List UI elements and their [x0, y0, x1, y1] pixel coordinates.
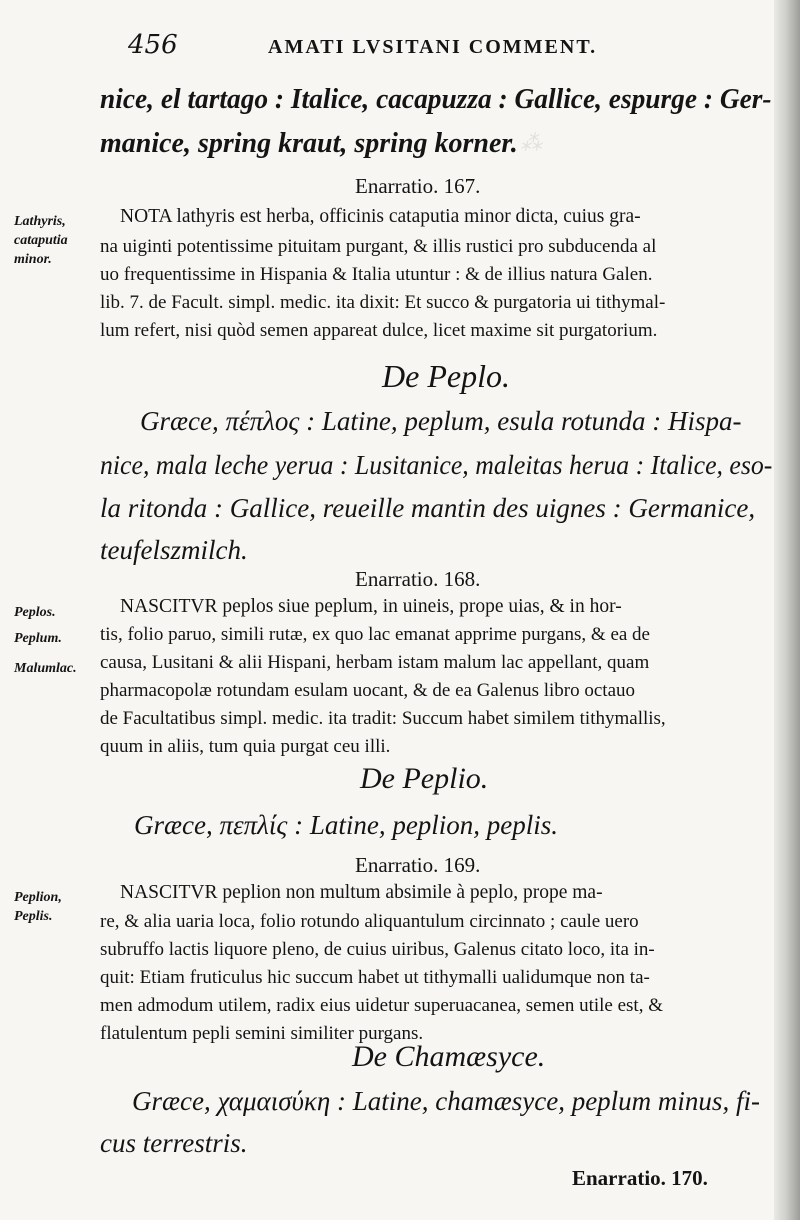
section-title-de-peplio: De Peplio. — [360, 762, 489, 795]
synonym-line: la ritonda : Gallice, reueille mantin des uignes : Germanice, — [100, 493, 756, 523]
text-line: NOTA lathyris est herba, officinis cataputia minor dicta, cuius gra- — [120, 206, 641, 227]
section-title-de-chamaesyce: De Chamæsyce. — [352, 1040, 546, 1073]
synonym-line: Græce, πεπλίς : Latine, peplion, peplis. — [134, 810, 559, 840]
synonym-line: teufelszmilch. — [100, 535, 248, 565]
section-heading-167: Enarratio. 167. — [355, 174, 481, 198]
text-line: NASCITVR peplos siue peplum, in uineis, prope uias, & in hor- — [120, 596, 622, 617]
margin-note-line: minor. — [14, 252, 52, 267]
text-line: de Facultatibus simpl. medic. ita tradit: Succum habet similem tithymallis, — [100, 708, 666, 729]
margin-note-peplos — [14, 600, 110, 682]
show-through-text: ⁂ — [520, 130, 542, 155]
synonym-line: Græce, χαμαισύκη : Latine, chamæsyce, peplum minus, fi- — [132, 1086, 760, 1116]
continuation-line-1: nice, el tartago : Italice, cacapuzza : Gallice, espurge : Ger- — [100, 84, 772, 115]
text-line: flatulentum pepli semini similiter purgans. — [100, 1023, 424, 1044]
page-number: 456 — [128, 30, 178, 60]
text-line: subruffo lactis liquore pleno, de cuius uiribus, Galenus citato loco, ita in- — [100, 939, 655, 960]
margin-note-line: Malumlac. — [14, 661, 77, 676]
text-line: causa, Lusitani & alii Hispani, herbam istam malum lac appellant, quam — [100, 652, 650, 673]
running-head: AMATI LVSITANI COMMENT. — [268, 36, 598, 58]
margin-note-peplion — [14, 888, 110, 926]
margin-note-line: Peplion, — [14, 890, 62, 905]
text-line: quum in aliis, tum quia purgat ceu illi. — [100, 736, 391, 757]
margin-note-line: Peplis. — [14, 909, 53, 924]
synonym-line: nice, mala leche yerua : Lusitanice, maleitas herua : Italice, eso- — [100, 450, 773, 480]
margin-note-line: Peplum. — [14, 631, 62, 646]
text-line: men admodum utilem, radix eius uidetur superuacanea, semen utile est, & — [100, 995, 663, 1016]
section-heading-168: Enarratio. 168. — [355, 567, 481, 591]
margin-note-lathyris — [14, 212, 110, 269]
margin-note-line: Lathyris, — [14, 214, 66, 229]
text-line: uo frequentissime in Hispania & Italia utuntur : & de illius natura Galen. — [100, 264, 653, 285]
text-line: pharmacopolæ rotundam esulam uocant, & de ea Galenus libro octauo — [100, 680, 636, 701]
text-line: quit: Etiam fruticulus hic succum habet ut tithymalli ualidumque non ta- — [100, 967, 650, 988]
margin-note-line: Peplos. — [14, 605, 56, 620]
book-spine-shadow — [774, 0, 800, 1220]
text-line: NASCITVR peplion non multum absimile à peplo, prope ma- — [120, 882, 603, 903]
catchword: Enarratio. 170. — [572, 1166, 708, 1190]
synonym-line: cus terrestris. — [100, 1128, 248, 1158]
text-line: lib. 7. de Facult. simpl. medic. ita dixit: Et succo & purgatoria ui tithymal- — [100, 292, 666, 313]
section-heading-169: Enarratio. 169. — [355, 853, 481, 877]
section-title-de-peplo: De Peplo. — [382, 358, 510, 394]
text-line: tis, folio paruo, simili rutæ, ex quo lac emanat apprime purgans, & ea de — [100, 624, 650, 645]
text-line: re, & alia uaria loca, folio rotundo aliquantulum circinnato ; caule uero — [100, 911, 639, 932]
continuation-line-2: manice, spring kraut, spring korner. — [100, 128, 518, 159]
synonym-line: Græce, πέπλος : Latine, peplum, esula rotunda : Hispa- — [140, 406, 742, 436]
text-line: lum refert, nisi quòd semen appareat dulce, licet maxime sit purgatorium. — [100, 320, 658, 341]
margin-note-line: cataputia — [14, 233, 68, 248]
text-line: na uiginti potentissime pituitam purgant, & illis rustici pro subducenda al — [100, 236, 657, 257]
